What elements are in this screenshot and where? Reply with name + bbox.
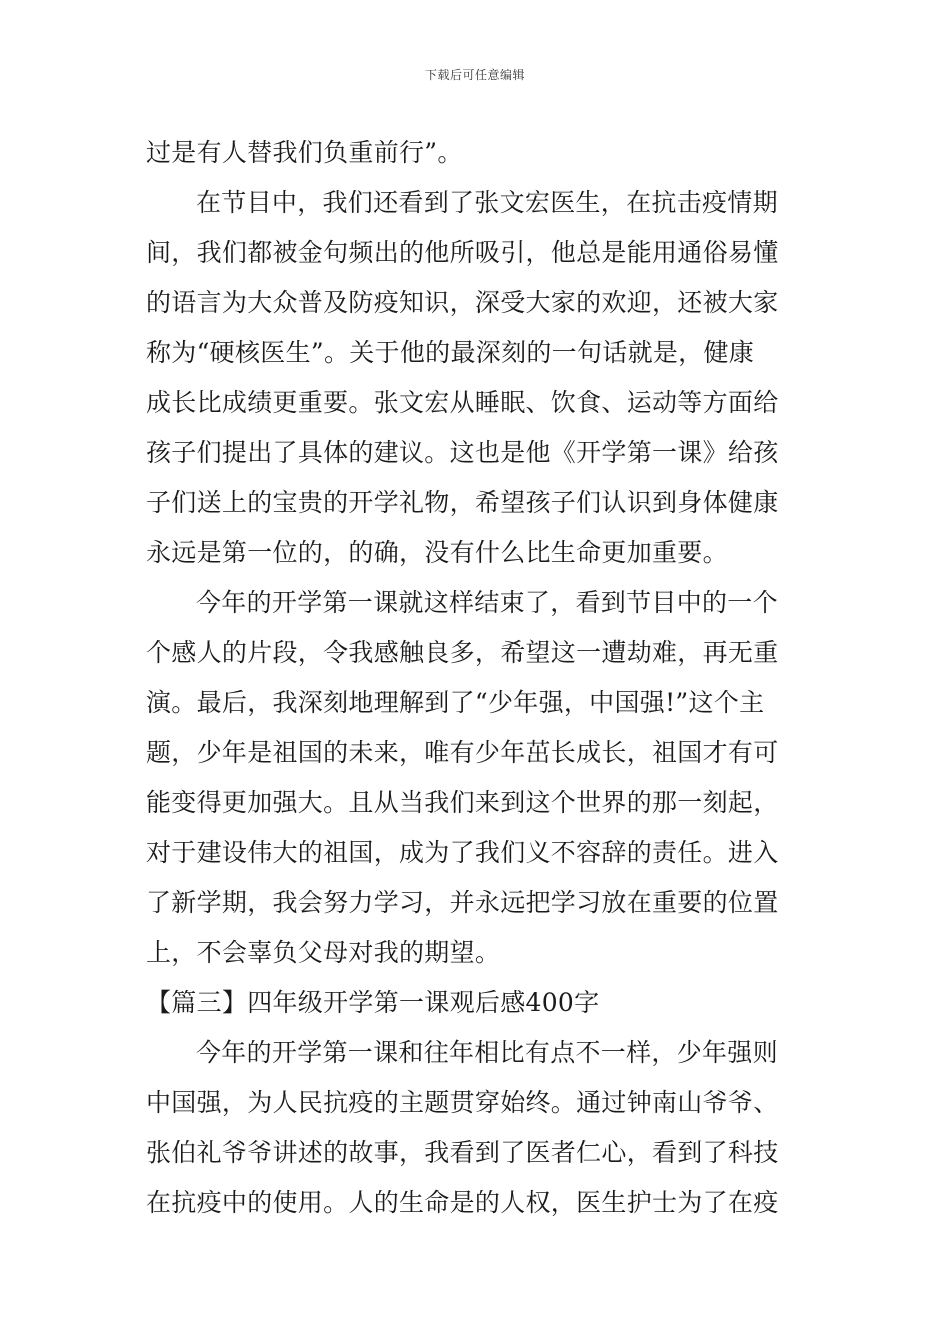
paragraph [146, 1028, 808, 1228]
section-heading [146, 978, 808, 1028]
text-line: 称为“硬核医生”。关于他的最深刻的一句话就是，健康 [146, 338, 755, 367]
text-line: 对于建设伟大的祖国，成为了我们义不容辞的责任。进入 [146, 838, 779, 867]
text-line: 今年的开学第一课和往年相比有点不一样，少年强则 [196, 1038, 778, 1067]
text-line: 个感人的片段，令我感触良多，希望这一遭劫难，再无重 [146, 638, 779, 667]
text-line: 上，不会辜负父母对我的期望。 [146, 938, 501, 967]
text-line: 中国强，为人民抗疫的主题贯穿始终。通过钟南山爷爷、 [146, 1088, 779, 1117]
text-line: 题，少年是祖国的未来，唯有少年茁长成长，祖国才有可 [146, 738, 779, 767]
text-line: 张伯礼爷爷讲述的故事，我看到了医者仁心，看到了科技 [146, 1138, 779, 1167]
text-line: 过是有人替我们负重前行”。 [146, 138, 463, 167]
text-line: 能变得更加强大。且从当我们来到这个世界的那一刻起， [146, 788, 779, 817]
text-line: 演。最后，我深刻地理解到了“少年强，中国强!”这个主 [146, 688, 765, 717]
text-line: 【篇三】四年级开学第一课观后感400字 [146, 988, 600, 1017]
text-line: 子们送上的宝贵的开学礼物，希望孩子们认识到身体健康 [146, 488, 779, 517]
text-line: 成长比成绩更重要。张文宏从睡眠、饮食、运动等方面给 [146, 388, 779, 417]
text-line: 间，我们都被金句频出的他所吸引，他总是能用通俗易懂 [146, 238, 779, 267]
text-line: 永远是第一位的，的确，没有什么比生命更加重要。 [146, 538, 728, 567]
paragraph [146, 178, 808, 578]
text-line: 了新学期，我会努力学习，并永远把学习放在重要的位置 [146, 888, 779, 917]
paragraph [146, 578, 808, 978]
paragraph [146, 128, 808, 178]
page-header: 下载后可任意编辑 [424, 68, 525, 82]
text-line: 孩子们提出了具体的建议。这也是他《开学第一课》给孩 [146, 438, 779, 467]
text-line: 的语言为大众普及防疫知识，深受大家的欢迎，还被大家 [146, 288, 779, 317]
text-line: 在节目中，我们还看到了张文宏医生，在抗击疫情期 [196, 188, 778, 217]
text-line: 今年的开学第一课就这样结束了，看到节目中的一个 [196, 588, 778, 617]
text-line: 在抗疫中的使用。人的生命是的人权，医生护士为了在疫 [146, 1188, 779, 1217]
document-body [146, 128, 808, 1228]
